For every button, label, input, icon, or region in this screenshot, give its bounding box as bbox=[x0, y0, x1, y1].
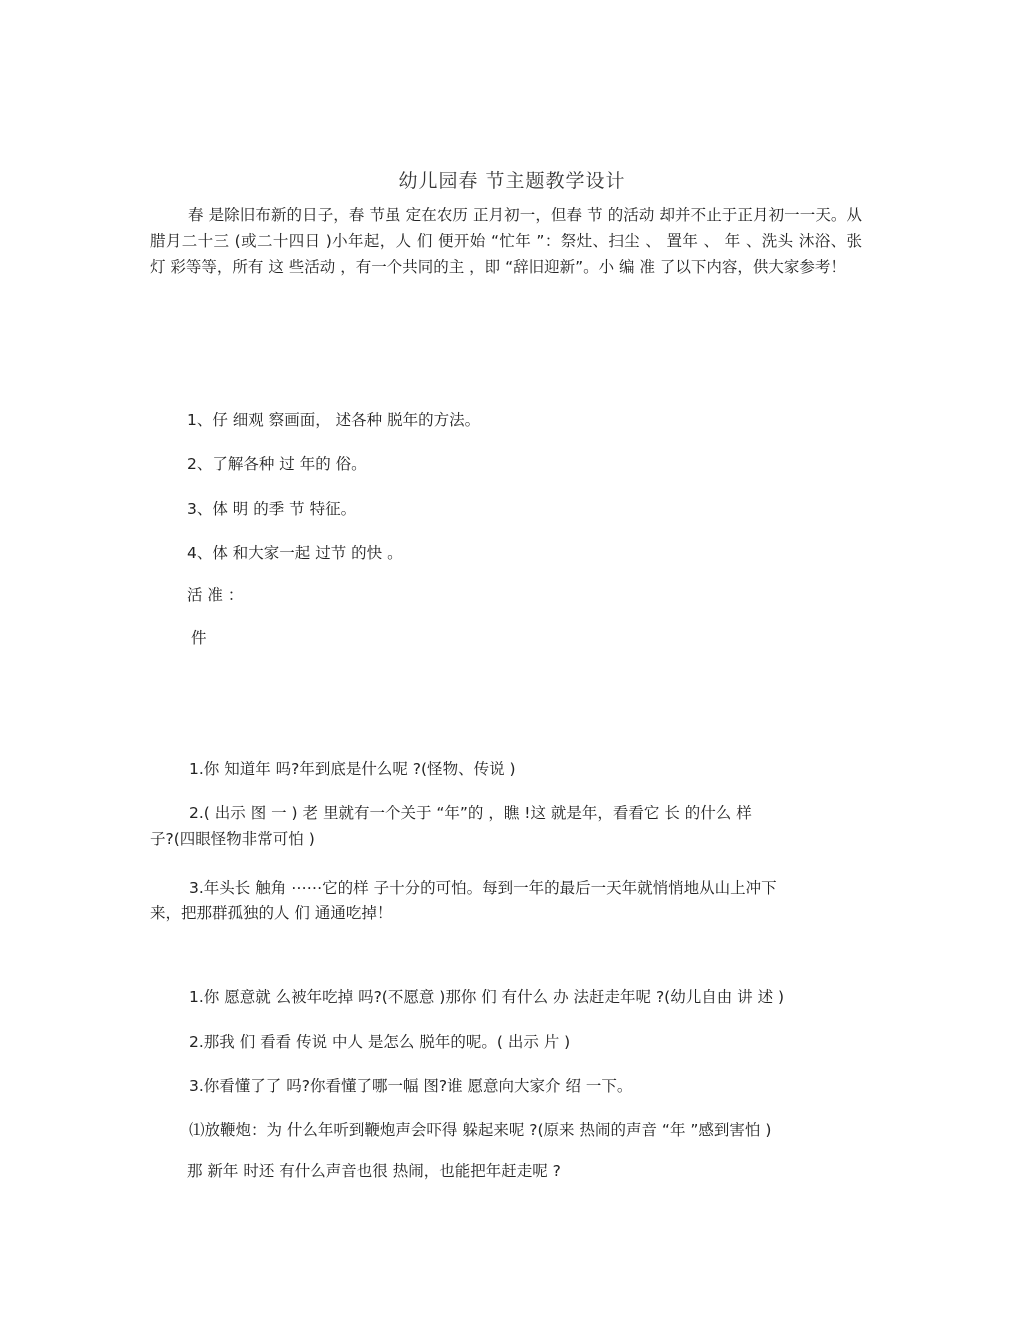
part2-line: 那 新年 时还 有什么声音也很 热闹，也能把年赶走呢 ? bbox=[187, 1162, 561, 1180]
goal-item: 2、了解各种 过 年的 俗。 bbox=[187, 455, 367, 473]
goal-item: 1、仔 细观 察画面， 述各种 脱年的方法。 bbox=[187, 411, 481, 429]
part2-line: 3.你看懂了了 吗?你看懂了哪一幅 图?谁 愿意向大家介 绍 一下。 bbox=[189, 1077, 633, 1095]
part1-line: 来，把那群孤独的人 们 通通吃掉！ bbox=[150, 904, 393, 922]
part1-line: 子?(四眼怪物非常可怕 ) bbox=[150, 830, 315, 848]
part1-line: 2.( 出示 图 一 ) 老 里就有一个关于 “年”的 ，瞧 !这 就是年，看看它 长 的什么 样 bbox=[189, 804, 752, 822]
part2-line: 2.那我 们 看看 传说 中人 是怎么 脱年的呢。( 出示 片 ) bbox=[189, 1033, 571, 1051]
part2-line: ⑴放鞭炮：为 什么年听到鞭炮声会吓得 躲起来呢 ?(原来 热闹的声音 “年 ”感到害怕 ) bbox=[189, 1121, 772, 1139]
goal-item: 3、体 明 的季 节 特征。 bbox=[187, 500, 357, 518]
part2-line: 1.你 愿意就 么被年吃掉 吗?(不愿意 )那你 们 有什么 办 法赶走年呢 ?(幼儿自由 讲 述 ) bbox=[189, 988, 785, 1006]
preparation-label: 活 准 ： bbox=[187, 586, 244, 604]
preparation-item: 件 bbox=[191, 629, 207, 647]
goal-item: 4、体 和大家一起 过节 的快 。 bbox=[187, 544, 403, 562]
part1-line: 3.年头长 触角 ⋯⋯它的样 子十分的可怕。每到一年的最后一天年就悄悄地从山上冲下 bbox=[189, 879, 777, 897]
intro-paragraph: 春 是除旧布新的日子，春 节虽 定在农历 正月初一，但春 节 的活动 却并不止于正月初一一天。从腊月二十三 (或二十四日 )小年起，人 们 便开始 “忙年 ”：祭灶、扫尘 、 置年 、 年 、洗头 沐浴、张 灯 彩等等，所有 这 些活动 ，有一个共同的主 ，即 “辞旧迎新”。小 编 准 了以下内容，供大家参考！ bbox=[150, 206, 862, 276]
document-title: 幼儿园春 节主题教学设计 bbox=[398, 170, 626, 192]
part1-line: 1.你 知道年 吗?年到底是什么呢 ?(怪物、传说 ) bbox=[189, 760, 516, 778]
